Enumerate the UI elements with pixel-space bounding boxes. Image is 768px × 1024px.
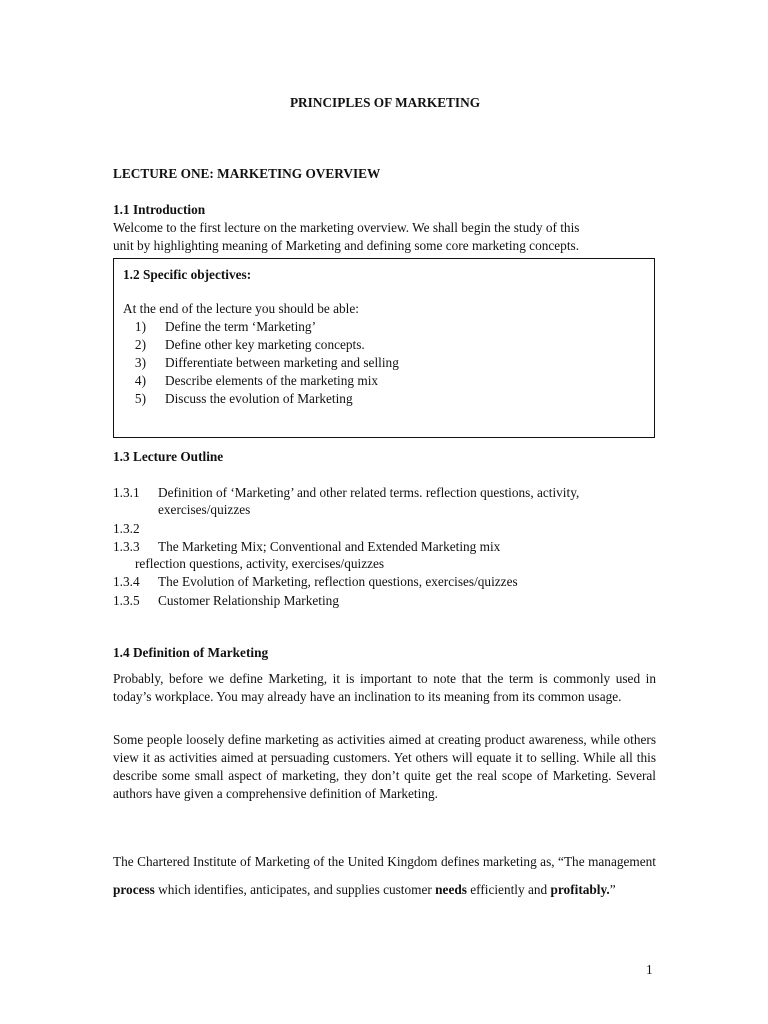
quote-text: efficiently and (466, 882, 551, 897)
objective-text: Describe elements of the marketing mix (165, 373, 379, 388)
quote-bold-process: process (113, 882, 155, 897)
outline-heading: 1.3 Lecture Outline (113, 449, 224, 464)
definition-heading: 1.4 Definition of Marketing (113, 645, 269, 660)
definition-paragraph-2: Some people loosely define marketing as activities aimed at creating product awareness, while others view it as activities aimed at persuading customers. Yet others will equate it to selling. While all this describe some small aspect of marketing, they don’t quite get the real scope of Marketing. Several authors have given a comprehensive definition of Marketing. (113, 732, 656, 801)
objectives-box (113, 258, 655, 438)
objective-number: 1) (134, 319, 146, 334)
definition-paragraph-1: Probably, before we define Marketing, it is important to note that the term is commonly used in today’s workplace. You may already have an inclination to its meaning from its common usage. (113, 671, 656, 704)
objective-text: Define other key marketing concepts. (165, 337, 365, 352)
intro-heading: 1.1 Introduction (113, 202, 206, 217)
objective-item (114, 372, 378, 390)
objective-number: 2) (134, 337, 146, 352)
objectives-lead: At the end of the lecture you should be able: (123, 301, 359, 316)
quote-bold-profitably: profitably. (550, 882, 610, 897)
objective-item (114, 318, 316, 336)
quote-text: which identifies, anticipates, and supplies customer (154, 882, 436, 897)
objective-item (114, 390, 353, 408)
outline-number: 1.3.2 (113, 521, 140, 536)
lecture-heading: LECTURE ONE: MARKETING OVERVIEW (113, 166, 381, 181)
objective-text: Discuss the evolution of Marketing (165, 391, 353, 406)
outline-number: 1.3.3 (113, 539, 140, 554)
objective-number: 3) (134, 355, 146, 370)
objective-item (114, 354, 399, 372)
outline-text: Customer Relationship Marketing (158, 593, 339, 608)
outline-text-cont: reflection questions, activity, exercises/quizzes (135, 556, 385, 571)
outline-number: 1.3.1 (113, 485, 140, 500)
objective-number: 5) (134, 391, 146, 406)
objective-text: Define the term ‘Marketing’ (165, 319, 317, 334)
outline-text: Definition of ‘Marketing’ and other related terms. reflection questions, activity, (158, 485, 580, 500)
outline-text: The Marketing Mix; Conventional and Extended Marketing mix (158, 539, 501, 554)
definition-quote-paragraph (113, 848, 656, 904)
objective-text: Differentiate between marketing and selling (165, 355, 399, 370)
outline-number: 1.3.4 (113, 574, 140, 589)
quote-bold-needs: needs (435, 882, 467, 897)
quote-text: ” (609, 882, 616, 897)
outline-text-cont: exercises/quizzes (158, 502, 251, 517)
intro-line-1: Welcome to the first lecture on the marketing overview. We shall begin the study of this (113, 220, 580, 235)
objective-item (114, 336, 365, 354)
objectives-heading: 1.2 Specific objectives: (123, 267, 252, 282)
outline-text: The Evolution of Marketing, reflection questions, exercises/quizzes (158, 574, 518, 589)
quote-text: The Chartered Institute of Marketing of the United Kingdom defines marketing as, “The management (113, 854, 656, 869)
objective-number: 4) (134, 373, 146, 388)
page-number: 1 (646, 962, 653, 977)
document-title: PRINCIPLES OF MARKETING (289, 95, 481, 110)
intro-line-2: unit by highlighting meaning of Marketing and defining some core marketing concepts. (113, 238, 580, 253)
outline-number: 1.3.5 (113, 593, 140, 608)
